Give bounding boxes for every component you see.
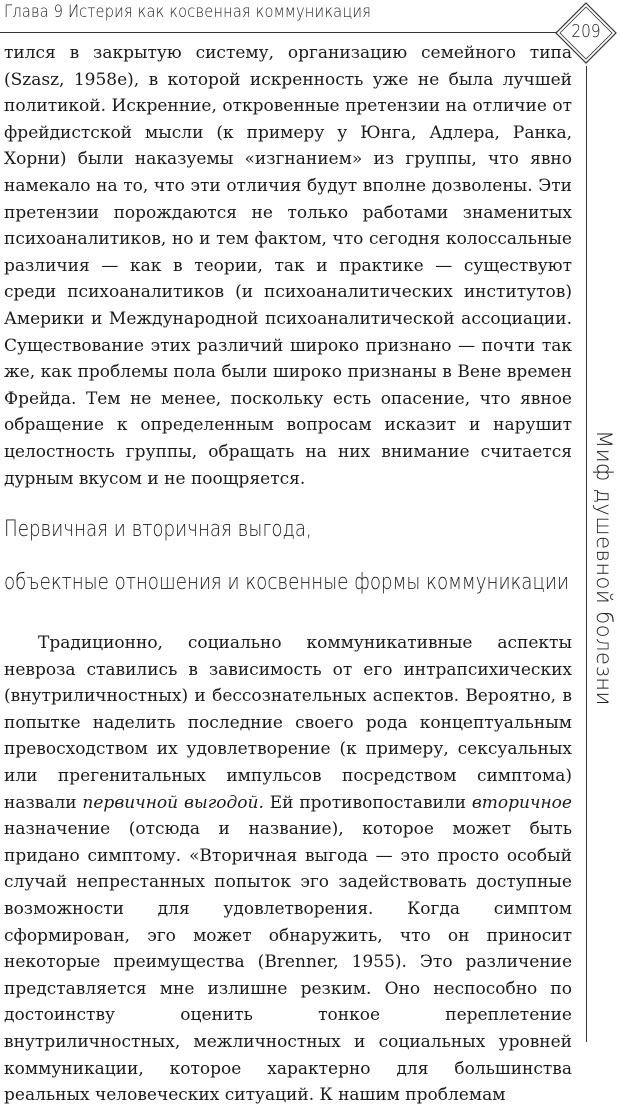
section-heading-line-1: Первичная и вторичная выгода,	[4, 517, 312, 542]
page-number: 209	[571, 21, 601, 42]
paragraph-2-part-3: назначение (отсюда и название), которое может быть придано симптому. «Вторичная выгода — это просто особый случай непрестанных попыток эго задействовать доступные возможности для удовлетворения. Когда симптом сформирован, эго может обнаружить, что он приносит некоторые преимущества (Brenner, 1955). Это различение представляется мне излишне резким. Оно неспособно по достоинству оценить тонкое переплетение внутриличностных, межличностных и социальных уровней коммуникации, которое характерно для большинства реальных человеческих ситуаций. К нашим проблемам	[4, 819, 572, 1106]
header-rule	[0, 32, 558, 33]
side-rule	[586, 66, 587, 1042]
paragraph-2	[4, 630, 572, 1109]
side-book-title-text: Миф душевной болезни	[592, 430, 616, 706]
paragraph-1: тился в закрытую систему, организацию семейного типа (Szasz, 1958e), в которой искренность уже не была лучшей политикой. Искренние, откровенные претензии на отличие от фрейдистской мысли (к примеру у Юнга, Адлера, Ранка, Хорни) были наказуемы «изгнанием» из группы, что явно намекало на то, что эти отличия будут вполне дозволены. Эти претензии порождаются не только работами знаменитых психоаналитиков, но и тем фактом, что сегодня колоссальные различия — как в теории, так и практике — существуют среди психоаналитиков (и психоаналитических институтов) Америки и Международной психоаналитической ассоциации. Существование этих различий широко признано — почти так же, как проблемы пола были широко признаны в Вене времен Фрейда. Тем не менее, поскольку есть опасение, что явное обращение к определенным вопросам исказит и нарушит целостность группы, обращать на них внимание считается дурным вкусом и не поощряется.	[4, 43, 572, 489]
side-book-title	[588, 430, 620, 706]
paragraph-2-part-1: Традиционно, социально коммуникативные аспекты невроза ставились в зависимость от его интрапсихических (внутриличностных) и бессознательных аспектов. Вероятно, в попытке наделить последние своего рода концептуальным превосходством их удовлетворение (к примеру, сексуальных или прегенитальных импульсов посредством симптома) назвали	[4, 633, 572, 813]
paragraph-2-part-2: Ей противопоставили	[263, 792, 472, 813]
running-head: Глава 9 Истерия как косвенная коммуникация	[4, 2, 372, 22]
paragraph-2-italic-1: первичной выгодой.	[82, 792, 264, 813]
section-heading-line-2: объектные отношения и косвенные формы коммуникации	[4, 570, 569, 595]
paragraph-2-italic-2: вторичное	[471, 792, 572, 813]
